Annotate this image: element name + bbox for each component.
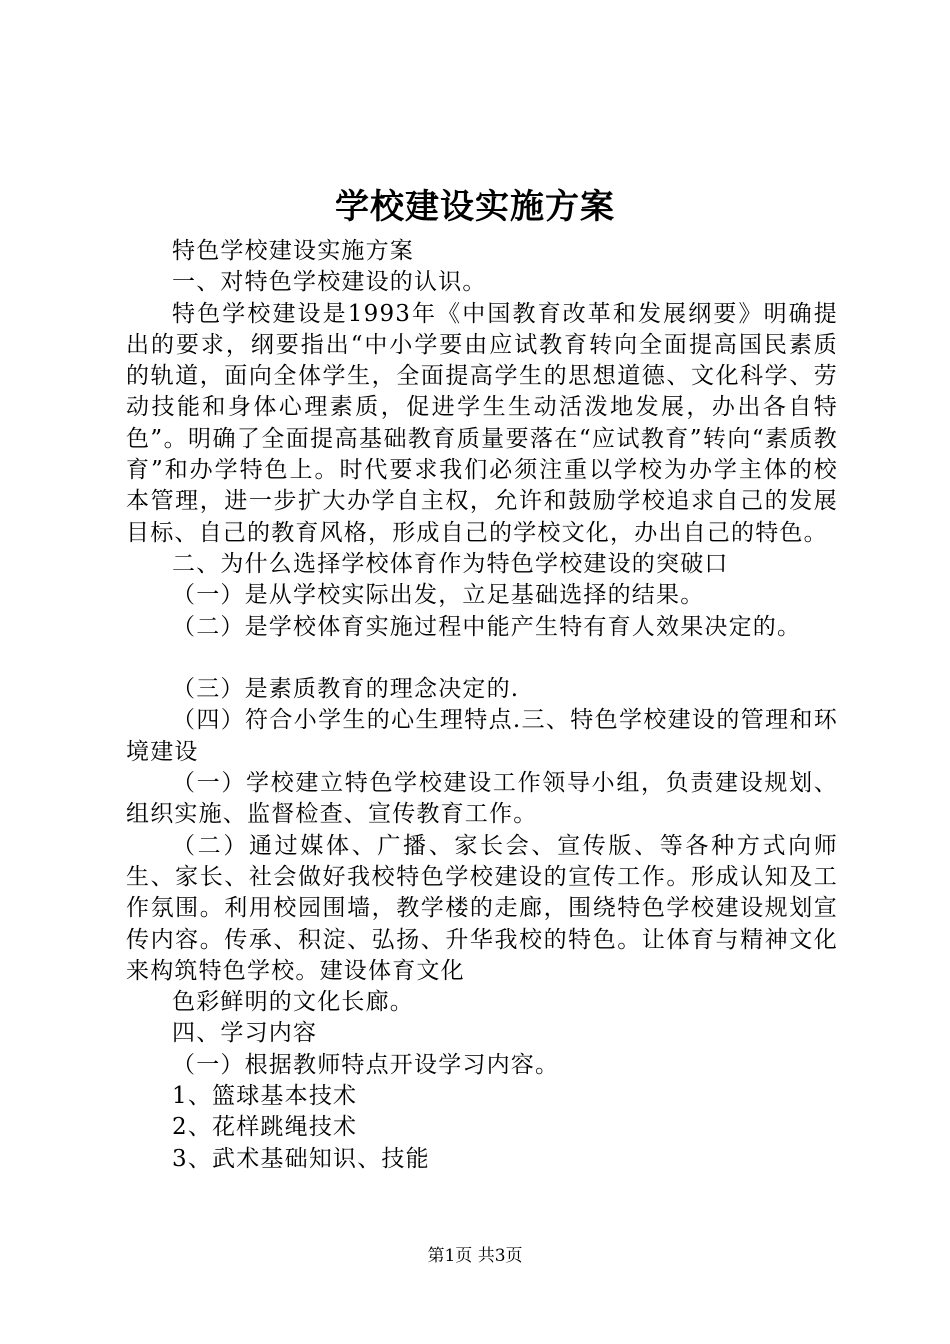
document-title: 学校建设实施方案 xyxy=(335,187,615,227)
list-item: 1、篮球基本技术 xyxy=(172,1083,358,1110)
list-item: 3、武术基础知识、技能 xyxy=(172,1145,430,1172)
list-item: （二）是学校体育实施过程中能产生特有育人效果决定的。 xyxy=(172,613,802,640)
list-item: （一）学校建立特色学校建设工作领导小组，负责建设规划、组织实施、监督检查、宣传教育工作。 xyxy=(126,770,838,828)
list-item: （二）通过媒体、广播、家长会、宣传版、等各种方式向师生、家长、社会做好我校特色学校建设的宣传工作。形成认知及工作氛围。利用校园围墙，教学楼的走廊，围绕特色学校建设规划宣传内容。传承、积淀、弘扬、升华我校的特色。让体育与精神文化来构筑特色学校。建设体育文化 xyxy=(126,832,838,984)
page-footer: 第1页 共3页 xyxy=(427,1246,523,1266)
section-heading-1: 一、对特色学校建设的认识。 xyxy=(172,269,487,296)
list-item: （一）根据教师特点开设学习内容。 xyxy=(172,1051,560,1078)
paragraph-body: 色彩鲜明的文化长廊。 xyxy=(172,989,414,1016)
list-item: （四）符合小学生的心生理特点.三、特色学校建设的管理和环境建设 xyxy=(126,707,838,765)
list-item: 2、花样跳绳技术 xyxy=(172,1114,358,1141)
list-item: （一）是从学校实际出发，立足基础选择的结果。 xyxy=(172,582,705,609)
paragraph-subtitle: 特色学校建设实施方案 xyxy=(172,238,414,264)
section-heading-2: 二、为什么选择学校体育作为特色学校建设的突破口 xyxy=(172,550,729,577)
section-heading-4: 四、学习内容 xyxy=(172,1020,318,1047)
list-item: （三）是素质教育的理念决定的. xyxy=(172,676,520,703)
paragraph-body: 特色学校建设是1993年《中国教育改革和发展纲要》明确提出的要求，纲要指出“中小学要由应试教育转向全面提高国民素质的轨道，面向全体学生，全面提高学生的思想道德、文化科学、劳动技能和身体心理素质，促进学生生动活泼地发展，办出各自特色”。明确了全面提高基础教育质量要落在“应试教育”转向“素质教育”和办学特色上。时代要求我们必须注重以学校为办学主体的校本管理，进一步扩大办学自主权，允许和鼓励学校追求自己的发展目标、自己的教育风格，形成自己的学校文化，办出自己的特色。 xyxy=(126,300,838,546)
document-body xyxy=(126,236,838,1175)
blank-line xyxy=(126,643,838,674)
